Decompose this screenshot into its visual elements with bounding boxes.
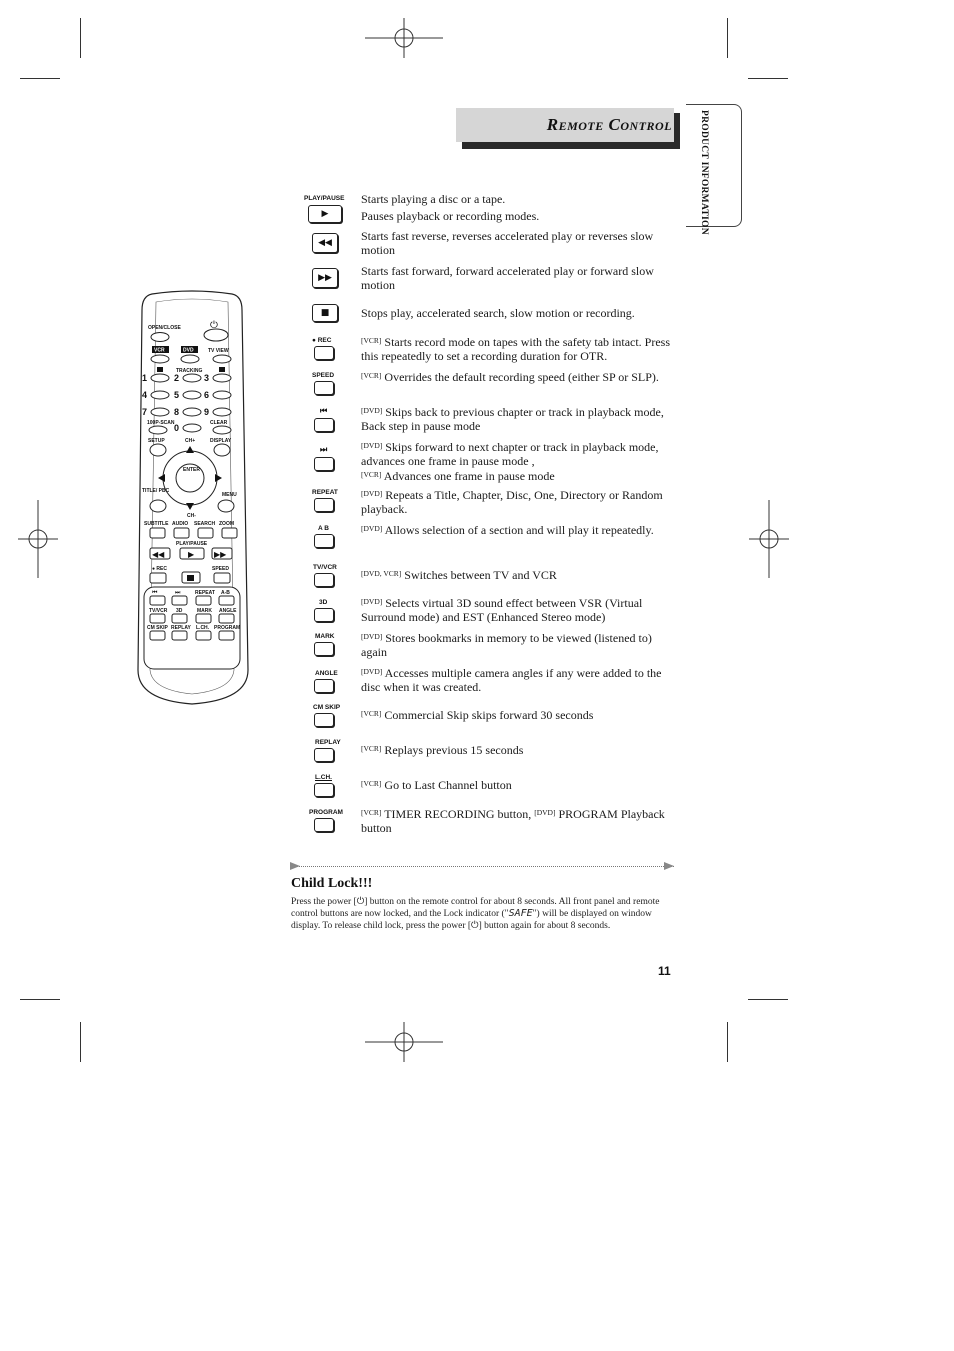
registration-mark — [365, 1022, 443, 1062]
button-row-program — [300, 806, 680, 836]
button-row-last-channel — [300, 773, 680, 799]
button-description: [DVD] Accesses multiple camera angles if any were added to the disc when it was created. — [361, 666, 662, 694]
open-close-button — [151, 333, 169, 342]
last-channel-button-icon — [314, 783, 334, 797]
button-description: [VCR] Commercial Skip skips forward 30 seconds — [361, 708, 594, 722]
side-tab-label: PRODUCT INFORMATION — [699, 110, 709, 235]
fast-forward-icon: ▶▶ — [312, 268, 338, 288]
button-row-repeat — [300, 487, 680, 517]
remote-illustration — [130, 290, 255, 710]
power-icon: ⏻ — [210, 320, 218, 331]
button-description: Starts fast forward, forward accelerated play or forward slow motion — [361, 264, 654, 292]
svg-text:MARK: MARK — [197, 608, 212, 614]
svg-text:⏮: ⏮ — [152, 589, 158, 596]
svg-text:CH+: CH+ — [185, 438, 196, 444]
child-lock-text: Press the power [⏻] button on the remote control for about 8 seconds. All front panel and remote control buttons are now locked, and the Lock indicator ("SAFE") will be displayed on window display. To release child lock, press the power [⏻] button again for about 8 seconds. — [291, 897, 660, 932]
button-label: REPLAY — [315, 739, 341, 746]
button-description: [DVD] Stores bookmarks in memory to be viewed (listened to) again — [361, 631, 652, 659]
crop-mark — [20, 999, 60, 1000]
skip-back-button-icon — [314, 418, 334, 432]
header-box — [456, 108, 674, 142]
speed-button-icon — [314, 381, 334, 395]
button-description: [VCR] TIMER RECORDING button, [DVD] PROGRAM Playback button — [361, 807, 665, 835]
crop-mark — [727, 1022, 728, 1062]
button-description: [DVD, VCR] Switches between TV and VCR — [361, 568, 557, 582]
rec-button-icon — [314, 346, 334, 360]
svg-text:REPLAY: REPLAY — [171, 625, 191, 631]
page-number: 11 — [658, 964, 671, 978]
svg-text:ZOOM: ZOOM — [219, 521, 234, 527]
button-label: ANGLE — [315, 670, 338, 677]
button-label: REPEAT — [312, 489, 338, 496]
svg-text:● REC: ● REC — [152, 566, 167, 572]
svg-text:1: 1 — [142, 373, 148, 383]
remote-label-tracking: TRACKING — [176, 368, 203, 374]
svg-text:SEARCH: SEARCH — [194, 521, 216, 527]
page-title: Remote Control — [546, 115, 672, 134]
remote-label-tv-view: TV VIEW — [208, 348, 229, 354]
svg-text:CH-: CH- — [187, 513, 196, 519]
svg-text:◀◀: ◀◀ — [152, 550, 165, 559]
svg-text:3: 3 — [204, 373, 210, 383]
button-label: CM SKIP — [313, 704, 341, 711]
svg-text:ENTER: ENTER — [183, 467, 200, 473]
cm-skip-button-icon — [314, 713, 334, 727]
svg-text:2: 2 — [174, 373, 180, 383]
svg-text:SPEED: SPEED — [212, 566, 229, 572]
button-description: [DVD] Skips back to previous chapter or track in playback mode, Back step in pause mode — [361, 405, 664, 433]
registration-mark — [365, 18, 443, 58]
svg-text:3D: 3D — [176, 608, 183, 614]
svg-text:TV/VCR: TV/VCR — [149, 608, 168, 614]
repeat-button-icon — [314, 498, 334, 512]
button-label: PLAY/PAUSE — [304, 195, 345, 202]
button-label: 3D — [319, 599, 328, 606]
svg-text:A-B: A-B — [221, 590, 230, 596]
svg-text:5: 5 — [174, 390, 180, 400]
mark-button-icon — [314, 642, 334, 656]
button-row-rewind — [300, 229, 680, 259]
svg-text:REPEAT: REPEAT — [195, 590, 215, 596]
stop-icon: ■ — [312, 304, 338, 322]
svg-text:L.CH.: L.CH. — [196, 625, 210, 631]
button-description: Starts fast reverse, reverses accelerated play or reverses slow motion — [361, 229, 654, 257]
svg-text:DISPLAY: DISPLAY — [210, 438, 232, 444]
crop-mark — [20, 78, 60, 79]
divider-arrow-start-icon — [290, 862, 300, 870]
svg-text:0: 0 — [174, 423, 180, 433]
button-description: [DVD] Allows selection of a section and will play it repeatedly. — [361, 523, 654, 537]
button-row-tv-vcr — [300, 564, 680, 586]
svg-text:CM SKIP: CM SKIP — [147, 625, 168, 631]
button-label: L.CH. — [315, 774, 332, 781]
button-description: [VCR] Starts record mode on tapes with the safety tab intact. Press this repeatedly to set a recording duration for OTR. — [361, 335, 671, 363]
svg-text:SUBTITLE: SUBTITLE — [144, 521, 169, 527]
safe-indicator: SAFE — [508, 908, 533, 920]
skip-forward-button-icon — [314, 457, 334, 471]
crop-mark — [727, 18, 728, 58]
svg-text:▶: ▶ — [188, 550, 195, 559]
play-pause-icon: ▶ — [308, 205, 342, 223]
button-description: [DVD] Selects virtual 3D sound effect between VSR (Virtual Surround mode) and EST (Enhanced Stereo mode) — [361, 596, 643, 624]
button-row-fast-forward — [300, 264, 680, 294]
ab-button-icon — [314, 534, 334, 548]
crop-mark — [80, 1022, 81, 1062]
button-row-skip-back — [300, 404, 680, 436]
button-row-mark — [300, 630, 680, 660]
button-row-stop — [300, 304, 680, 326]
button-label: MARK — [315, 633, 335, 640]
remote-label-dvd: DVD — [183, 347, 194, 354]
button-description: [DVD] Repeats a Title, Chapter, Disc, One, Directory or Random playback. — [361, 488, 663, 516]
remote-label-open-close: OPEN/CLOSE — [148, 325, 181, 331]
button-row-play-pause — [300, 192, 680, 226]
rewind-icon: ◀◀ — [312, 233, 338, 253]
svg-text:AUDIO: AUDIO — [172, 521, 189, 527]
skip-back-icon: ⏮ — [320, 406, 328, 415]
svg-text:SETUP: SETUP — [148, 438, 165, 444]
svg-text:▶▶: ▶▶ — [214, 550, 227, 559]
skip-forward-icon: ⏭ — [320, 445, 328, 454]
svg-text:100P-SCAN: 100P-SCAN — [147, 420, 175, 426]
replay-button-icon — [314, 748, 334, 762]
crop-mark — [80, 18, 81, 58]
svg-text:MENU: MENU — [222, 492, 237, 498]
svg-text:9: 9 — [204, 407, 210, 417]
angle-button-icon — [314, 679, 334, 693]
button-description: [VCR] Overrides the default recording speed (either SP or SLP). — [361, 370, 659, 384]
power-icon: ⏻ — [471, 921, 479, 932]
button-label: A B — [318, 525, 329, 532]
button-row-ab — [300, 522, 680, 552]
button-row-replay — [300, 738, 680, 764]
button-row-speed — [300, 369, 680, 399]
svg-text:6: 6 — [204, 390, 210, 400]
button-label: TV/VCR — [313, 564, 337, 571]
svg-text:TITLE/ PBC: TITLE/ PBC — [142, 488, 170, 494]
svg-text:PLAY/PAUSE: PLAY/PAUSE — [176, 541, 208, 547]
crop-mark — [748, 999, 788, 1000]
remote-label-vcr: VCR — [154, 347, 165, 354]
tv-vcr-button-icon — [314, 573, 334, 587]
divider-arrow-end-icon — [664, 862, 674, 870]
button-row-angle — [300, 665, 680, 695]
registration-mark — [18, 500, 58, 578]
svg-text:PROGRAM: PROGRAM — [214, 625, 241, 631]
svg-text:8: 8 — [174, 407, 180, 417]
button-row-3d — [300, 595, 680, 625]
button-description: [VCR] Go to Last Channel button — [361, 778, 512, 792]
button-row-rec — [300, 334, 680, 366]
power-icon: ⏻ — [356, 897, 365, 907]
3d-button-icon — [314, 608, 334, 622]
button-label: ● REC — [312, 337, 332, 344]
button-label: PROGRAM — [309, 809, 343, 816]
button-description: [VCR] Replays previous 15 seconds — [361, 743, 524, 757]
svg-text:⏭: ⏭ — [175, 589, 181, 596]
svg-text:4: 4 — [142, 390, 148, 400]
child-lock-title: Child Lock!!! — [291, 876, 373, 891]
button-description: [DVD] Skips forward to next chapter or track in playback mode, advances one frame in pause mode , [VCR] Advances one frame in pause mode — [361, 440, 659, 483]
button-description: Stops play, accelerated search, slow motion or recording. — [361, 306, 635, 320]
side-tab — [686, 104, 742, 227]
button-row-cm-skip — [300, 703, 680, 729]
button-row-skip-forward — [300, 439, 680, 483]
program-button-icon — [314, 818, 334, 832]
section-divider — [292, 866, 674, 867]
registration-mark — [749, 500, 789, 578]
svg-text:7: 7 — [142, 407, 148, 417]
svg-text:ANGLE: ANGLE — [219, 608, 237, 614]
button-label: SPEED — [312, 372, 335, 379]
crop-mark — [748, 78, 788, 79]
button-description: Starts playing a disc or a tape. Pauses playback or recording modes. — [361, 192, 540, 223]
svg-text:CLEAR: CLEAR — [210, 420, 228, 426]
